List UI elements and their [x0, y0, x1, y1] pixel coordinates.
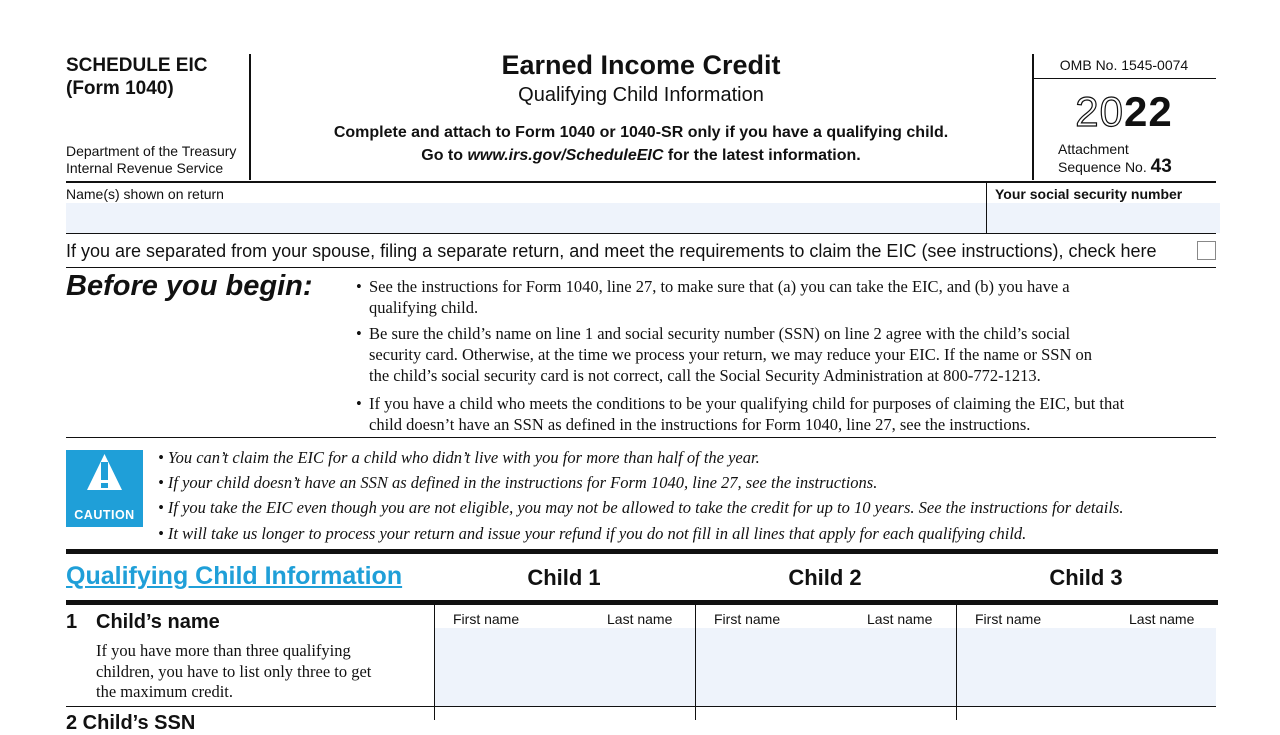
begin-bullet-3-line2: child doesn’t have an SSN as defined in the instructions for Form 1040, line 27, see the instructions.: [369, 415, 1031, 434]
before-you-begin-heading: Before you begin:: [66, 270, 313, 302]
child-1-header: Child 1: [527, 565, 601, 590]
caution-bullet-2-text: If your child doesn’t have an SSN as defined in the instructions for Form 1040, line 27, see the instructions.: [167, 473, 878, 492]
irs-link[interactable]: www.irs.gov/ScheduleEIC: [467, 147, 664, 164]
line-2-label: 2 Child’s SSN: [66, 712, 196, 734]
caution-bullet-2: • If your child doesn’t have an SSN as defined in the instructions for Form 1040, line 27, see the instructions.: [158, 473, 878, 492]
caution-bullet-1-text: You can’t claim the EIC for a child who didn’t live with you for more than half of the year.: [167, 448, 760, 467]
line-1-note: [96, 641, 426, 703]
ssn-divider: [986, 183, 987, 233]
sequence-label: Sequence No.: [1058, 159, 1147, 175]
name-label: Name(s) shown on return: [66, 186, 224, 202]
caution-bullet-3-text: If you take the EIC even though you are not eligible, you may not be allowed to take the credit for up to 10 years. See the instructions for details.: [167, 498, 1124, 517]
name-input[interactable]: [66, 203, 988, 233]
instruction-post: for the latest information.: [663, 147, 861, 164]
exclamation-icon: [66, 450, 143, 510]
begin-bullet-3-line1: If you have a child who meets the conditions to be your qualifying child for purposes of claiming the EIC, but that: [369, 394, 1125, 413]
year-outline: 20: [1075, 88, 1124, 135]
line-1-note-2: children, you have to list only three to get: [96, 661, 372, 681]
child-1-last-name-label: Last name: [607, 611, 673, 627]
year-bold: 22: [1124, 88, 1173, 135]
child-2-header: Child 2: [788, 565, 862, 590]
child-3-header: Child 3: [1049, 565, 1123, 590]
omb-divider: [1034, 78, 1216, 79]
child-3-last-name-label: Last name: [1129, 611, 1195, 627]
begin-bottom-rule: [66, 437, 1216, 438]
child-3-first-name-label: First name: [975, 611, 1042, 627]
attachment-label: Attachment: [1058, 141, 1129, 157]
begin-bullet-1: • See the instructions for Form 1040, line 27, to make sure that (a) you can take the EIC, and (b) you have a qualifying child.: [356, 276, 1218, 318]
header-divider-left: [249, 54, 251, 180]
line-1-label: Child’s name: [96, 611, 220, 633]
omb-number: OMB No. 1545-0074: [1059, 57, 1189, 73]
agency-name: Internal Revenue Service: [66, 160, 224, 176]
separated-statement: If you are separated from your spouse, filing a separate return, and meet the requirements to claim the EIC (see instructions), check here: [66, 241, 1157, 261]
child-2-first-name-label: First name: [714, 611, 781, 627]
begin-bullet-2: • Be sure the child’s name on line 1 and social security number (SSN) on line 2 agree with the child’s social security card. Otherwise, at the time we process your return, we may reduce your EIC. If the name or SSN on the child’s social security card is not correct, call the Social Security Administration at 800-772-1213.: [356, 323, 1218, 386]
caution-label: CAUTION: [74, 508, 135, 522]
website-instruction: [256, 147, 1026, 165]
caution-bullet-1: • You can’t claim the EIC for a child who didn’t live with you for more than half of the year.: [158, 448, 760, 467]
begin-bullet-1-line2: qualifying child.: [369, 298, 479, 317]
begin-bullet-2-line1: Be sure the child’s name on line 1 and social security number (SSN) on line 2 agree with the child’s social: [369, 324, 1071, 343]
child-2-last-name-label: Last name: [867, 611, 933, 627]
begin-bullet-2-line3: the child’s social security card is not correct, call the Social Security Administration at 800-772-1213.: [369, 366, 1041, 385]
line-1-note-3: the maximum credit.: [96, 682, 234, 701]
attachment-sequence: [1058, 141, 1172, 176]
department-name: Department of the Treasury: [66, 143, 237, 159]
separated-checkbox[interactable]: [1197, 241, 1216, 260]
child-1-name-field[interactable]: [435, 628, 695, 706]
ssn-input[interactable]: [988, 203, 1220, 233]
schedule-title: [66, 54, 207, 100]
department-block: [66, 143, 236, 177]
line-1-bottom-rule: [66, 706, 1216, 707]
attach-instruction: Complete and attach to Form 1040 or 1040-SR only if you have a qualifying child.: [333, 124, 949, 141]
separated-bottom-rule: [66, 267, 1216, 268]
child-1-first-name-label: First name: [453, 611, 520, 627]
qualifying-child-title: Qualifying Child Information: [66, 562, 403, 590]
line-1-note-1: If you have more than three qualifying: [96, 641, 351, 660]
begin-bullet-2-line2: security card. Otherwise, at the time we process your return, we may reduce your EIC. If the name or SSN on: [369, 345, 1093, 364]
schedule-form: (Form 1040): [66, 78, 174, 99]
sequence-number: 43: [1150, 156, 1172, 177]
form-subtitle: Qualifying Child Information: [518, 84, 764, 106]
caution-bottom-rule: [66, 549, 1218, 554]
instruction-pre: Go to: [421, 147, 468, 164]
name-row-bottom-rule: [66, 233, 1216, 234]
tax-year: [1034, 88, 1214, 136]
form-title: Earned Income Credit: [501, 50, 781, 80]
table-top-rule: [66, 600, 1218, 605]
child-3-name-field[interactable]: [957, 628, 1216, 706]
ssn-label: Your social security number: [995, 186, 1183, 202]
caution-bullet-4-text: It will take us longer to process your return and issue your refund if you do not fill in all lines that apply for each qualifying child.: [167, 524, 1027, 543]
begin-bullet-1-line1: See the instructions for Form 1040, line 27, to make sure that (a) you can take the EIC, and (b) you have a: [369, 277, 1070, 296]
sequence-line: [1058, 158, 1172, 176]
line-1-number: 1: [66, 611, 78, 633]
header-bottom-rule: [66, 181, 1216, 183]
caution-bullet-3: • If you take the EIC even though you are not eligible, you may not be allowed to take the credit for up to 10 years. See the instructions for details.: [158, 498, 1124, 517]
begin-bullet-3: • If you have a child who meets the conditions to be your qualifying child for purposes of claiming the EIC, but that child doesn’t have an SSN as defined in the instructions for Form 1040, line 27, see the instructions.: [356, 393, 1218, 435]
schedule-name: SCHEDULE EIC: [66, 55, 208, 76]
child-2-name-field[interactable]: [696, 628, 956, 706]
caution-bullet-4: • It will take us longer to process your return and issue your refund if you do not fill in all lines that apply for each qualifying child.: [158, 524, 1027, 543]
